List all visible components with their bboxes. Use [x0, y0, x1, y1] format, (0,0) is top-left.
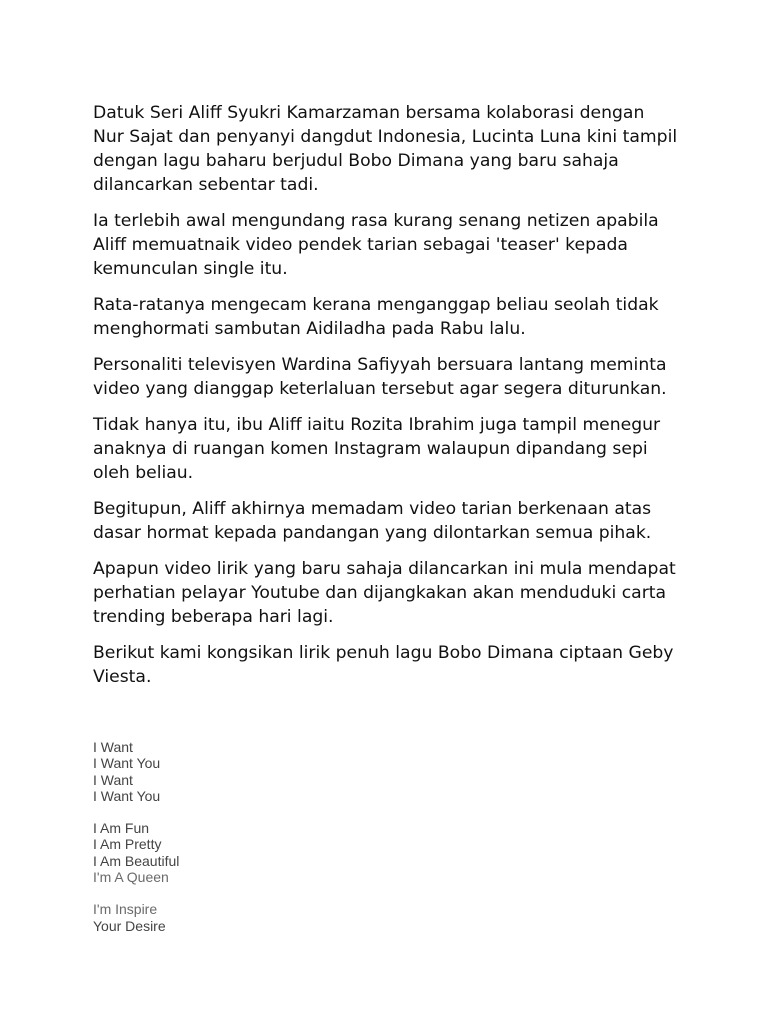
article-paragraph: Begitupun, Aliff akhirnya memadam video tarian berkenaan atas dasar hormat kepada pandangan yang dilontarkan semua pihak. [93, 499, 652, 543]
lyrics-stanza [93, 739, 493, 804]
article-paragraph: Personaliti televisyen Wardina Safiyyah bersuara lantang meminta video yang dianggap keterlaluan tersebut agar segera diturunkan. [93, 355, 667, 399]
lyric-line: I'm Inspire [93, 901, 158, 918]
article-paragraph: Tidak hanya itu, ibu Aliff iaitu Rozita Ibrahim juga tampil menegur anaknya di ruangan komen Instagram walaupun dipandang sepi oleh beliau. [93, 415, 661, 483]
lyrics-stanza [93, 901, 493, 934]
article-paragraph: Apapun video lirik yang baru sahaja dilancarkan ini mula mendapat perhatian pelayar Youtube dan dijangkakan akan menduduki carta trending beberapa hari lagi. [93, 559, 676, 627]
lyric-line: I Want [93, 739, 133, 755]
lyric-line: I'm A Queen [93, 869, 169, 886]
lyrics-stanza [93, 820, 493, 885]
lyric-line: I Want You [93, 755, 161, 772]
article-paragraph: Ia terlebih awal mengundang rasa kurang senang netizen apabila Aliff memuatnaik video pendek tarian sebagai 'teaser' kepada kemunculan single itu. [93, 211, 659, 279]
article-body [93, 101, 693, 701]
lyric-line: Your Desire [93, 917, 166, 934]
song-lyrics [93, 739, 493, 950]
lyric-line: I Want You [93, 787, 161, 804]
lyric-line: I Am Pretty [93, 836, 162, 853]
article-paragraph: Berikut kami kongsikan lirik penuh lagu Bobo Dimana ciptaan Geby Viesta. [93, 643, 674, 687]
article-paragraph: Rata-ratanya mengecam kerana menganggap beliau seolah tidak menghormati sambutan Aidiladha pada Rabu lalu. [93, 295, 659, 339]
lyric-line: I Am Fun [93, 820, 150, 837]
lyric-line: I Want [93, 771, 133, 788]
lyric-line: I Am Beautiful [93, 852, 180, 869]
article-paragraph: Datuk Seri Aliff Syukri Kamarzaman bersama kolaborasi dengan Nur Sajat dan penyanyi dangdut Indonesia, Lucinta Luna kini tampil dengan lagu baharu berjudul Bobo Dimana yang baru sahaja dilancarkan sebentar tadi. [93, 103, 678, 195]
